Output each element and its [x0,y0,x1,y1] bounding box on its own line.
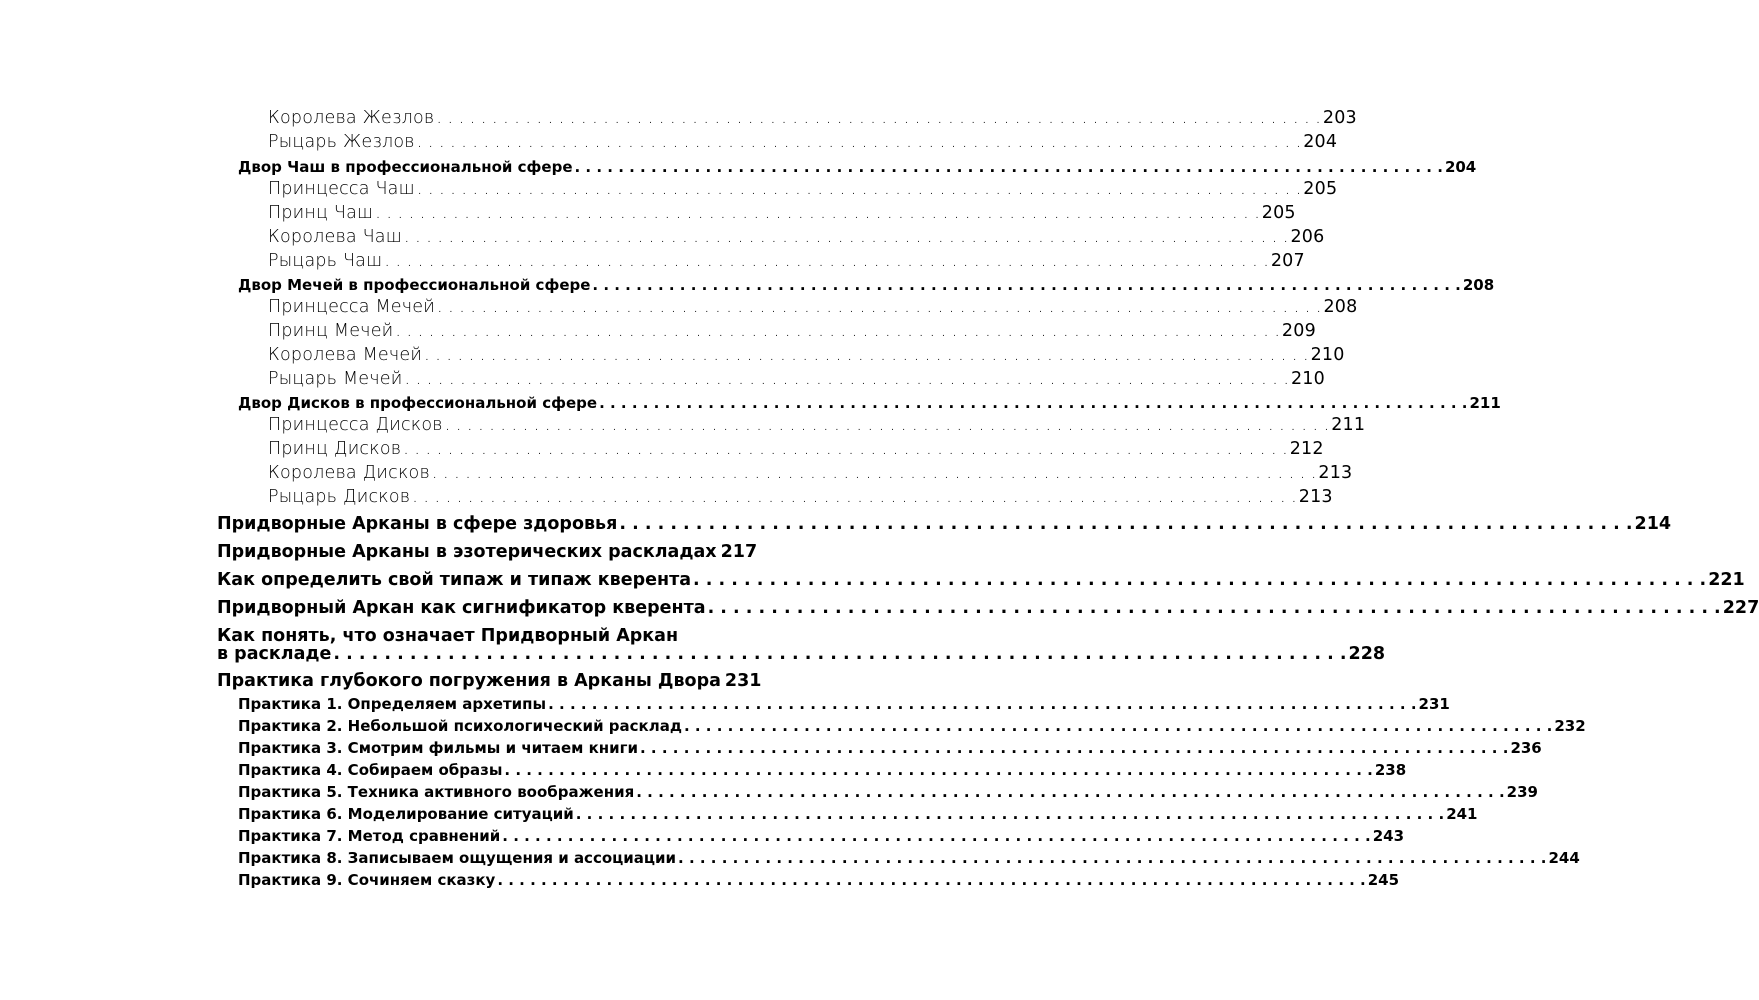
toc-entry-title: Королева Чаш [268,227,402,247]
toc-practice-page: 236 [1510,739,1542,757]
toc-practice [238,695,1450,717]
toc-entry-title: Принц Чаш [268,203,374,223]
toc-section [238,394,1501,416]
toc-practice-page: 232 [1554,717,1586,735]
dot-leader: . . . . . . . . . . . . . . . . . . . . . . . . . . . . . . . . . . . . . . . . . . . . . . . . . . . . . . . . . . . . . . . . . . . . . . . . . . . . . . . . [619,514,1633,534]
toc-entry-page: 203 [1322,108,1357,128]
toc-chapter [217,598,1759,626]
dot-leader: . . . . . . . . . . . . . . . . . . . . . . . . . . . . . . . . . . . . . . . . . . . . . . . . . . . . . . . . . . . . . . . . . . . . . . . . . . . . . . . . [574,158,1443,176]
toc-practice [238,761,1407,783]
dot-leader: . . . . . . . . . . . . . . . . . . . . . . . . . . . . . . . . . . . . . . . . . . . . . . . . . . . . . . . . . . . . . . . . . . . . . . . . . . . . . . . . [403,439,1288,459]
toc-entry-page: 205 [1303,179,1338,199]
toc-entry-page: 212 [1289,439,1324,459]
dot-leader: . . . . . . . . . . . . . . . . . . . . . . . . . . . . . . . . . . . . . . . . . . . . . . . . . . . . . . . . . . . . . . . . . . . . . . . . . . . . . . . . [504,761,1373,779]
toc-entry-page: 204 [1303,132,1338,152]
dot-leader: . . . . . . . . . . . . . . . . . . . . . . . . . . . . . . . . . . . . . . . . . . . . . . . . . . . . . . . . . . . . . . . . . . . . . . . . . . . . . . . . [431,463,1317,483]
toc-practice [238,849,1580,871]
toc-entry-title: Рыцарь Чаш [268,251,383,271]
toc-entry [268,369,1325,393]
toc-entry [268,321,1316,345]
toc-section-title: Двор Мечей в профессиональной сфере [238,276,591,294]
toc-entry-title: Рыцарь Дисков [268,487,411,507]
toc-entry-page: 209 [1281,321,1316,341]
toc-practice [238,805,1478,827]
toc-practice-title: Практика 1. Определяем архетипы [238,695,547,713]
toc-section-page: 204 [1444,158,1477,176]
toc-chapter [217,570,1745,598]
toc-entry-page: 211 [1331,415,1366,435]
toc-entry-title: Королева Дисков [268,463,430,483]
dot-leader: . . . . . . . . . . . . . . . . . . . . . . . . . . . . . . . . . . . . . . . . . . . . . . . . . . . . . . . . . . . . . . . . . . . . . . . . . . . . . . . . [548,695,1417,713]
toc-chapter-title: Практика глубокого погружения в Арканы Двора [217,671,721,691]
toc-entry [268,251,1305,275]
toc-entry-page: 213 [1318,463,1353,483]
toc-practice-page: 231 [1418,695,1450,713]
toc-practice-title: Практика 2. Небольшой психологический расклад [238,717,682,735]
toc-entry-title: Принц Дисков [268,439,402,459]
dot-leader: . . . . . . . . . . . . . . . . . . . . . . . . . . . . . . . . . . . . . . . . . . . . . . . . . . . . . . . . . . . . . . . . . . . . . . . . . . . . . . . . [592,276,1461,294]
toc-entry-page: 210 [1310,345,1345,365]
toc-practice-title: Практика 9. Сочиняем сказку [238,871,496,889]
toc-entry-title: Рыцарь Жезлов [268,132,415,152]
dot-leader: . . . . . . . . . . . . . . . . . . . . . . . . . . . . . . . . . . . . . . . . . . . . . . . . . . . . . . . . . . . . . . . . . . . . . . . . . . . . . . . . [636,783,1505,801]
toc-practice [238,739,1542,761]
toc-practice [238,717,1586,739]
dot-leader: . . . . . . . . . . . . . . . . . . . . . . . . . . . . . . . . . . . . . . . . . . . . . . . . . . . . . . . . . . . . . . . . . . . . . . . . . . . . . . . . [395,321,1280,341]
toc-chapter-title: Придворные Арканы в эзотерических раскладах [217,542,717,562]
toc-entry-title: Принцесса Мечей [268,297,435,317]
dot-leader: . . . . . . . . . . . . . . . . . . . . . . . . . . . . . . . . . . . . . . . . . . . . . . . . . . . . . . . . . . . . . . . . . . . . . . . . . . . . . . . . [424,345,1309,365]
dot-leader: . . . . . . . . . . . . . . . . . . . . . . . . . . . . . . . . . . . . . . . . . . . . . . . . . . . . . . . . . . . . . . . . . . . . . . . . . . . . . . . . [497,871,1366,889]
toc-section-title: Двор Дисков в профессиональной сфере [238,394,598,412]
dot-leader: . . . . . . . . . . . . . . . . . . . . . . . . . . . . . . . . . . . . . . . . . . . . . . . . . . . . . . . . . . . . . . . . . . . . . . . . . . . . . . . . [444,415,1330,435]
toc-entry [268,297,1358,321]
toc-practice-page: 244 [1548,849,1580,867]
toc-entry-page: 208 [1323,297,1358,317]
dot-leader: . . . . . . . . . . . . . . . . . . . . . . . . . . . . . . . . . . . . . . . . . . . . . . . . . . . . . . . . . . . . . . . . . . . . . . . . . . . . . . . . [575,805,1445,823]
toc-entry-title: Королева Мечей [268,345,423,365]
dot-leader: . . . . . . . . . . . . . . . . . . . . . . . . . . . . . . . . . . . . . . . . . . . . . . . . . . . . . . . . . . . . . . . . . . . . . . . . . . . . . . . . [416,132,1302,152]
toc-section-page: 208 [1462,276,1495,294]
toc-entry-title: Королева Жезлов [268,108,435,128]
dot-leader: . . . . . . . . . . . . . . . . . . . . . . . . . . . . . . . . . . . . . . . . . . . . . . . . . . . . . . . . . . . . . . . . . . . . . . . . . . . . . . . . [412,487,1297,507]
dot-leader: . . . . . . . . . . . . . . . . . . . . . . . . . . . . . . . . . . . . . . . . . . . . . . . . . . . . . . . . . . . . . . . . . . . . . . . . . . . . . . . . [416,179,1302,199]
toc-entry-page: 206 [1290,227,1325,247]
toc-practice [238,827,1405,849]
dot-leader: . . . . . . . . . . . . . . . . . . . . . . . . . . . . . . . . . . . . . . . . . . . . . . . . . . . . . . . . . . . . . . . . . . . . . . . . . . . . . . . . [707,598,1721,618]
toc-chapter-title-line2: в раскладе [217,644,332,664]
toc-chapter-page: 228 [1348,644,1386,664]
dot-leader: . . . . . . . . . . . . . . . . . . . . . . . . . . . . . . . . . . . . . . . . . . . . . . . . . . . . . . . . . . . . . . . . . . . . . . . . . . . . . . . . [599,394,1468,412]
toc-practice-title: Практика 4. Собираем образы [238,761,503,779]
toc-chapter-title-line1: Как понять, что означает Придворный Аркан [217,626,679,646]
dot-leader: . . . . . . . . . . . . . . . . . . . . . . . . . . . . . . . . . . . . . . . . . . . . . . . . . . . . . . . . . . . . . . . . . . . . . . . . . . . . . . . . [436,297,1322,317]
toc-section [238,158,1477,180]
toc-chapter [217,644,1386,672]
toc-practice-page: 238 [1374,761,1407,779]
dot-leader: . . . . . . . . . . . . . . . . . . . . . . . . . . . . . . . . . . . . . . . . . . . . . . . . . . . . . . . . . . . . . . . . . . . . . . . . . . . . . . . . [693,570,1707,590]
toc-entry-title: Принцесса Дисков [268,415,443,435]
toc-chapter-title: Как определить свой типаж и типаж кверента [217,570,692,590]
toc-entry [268,108,1357,132]
toc-practice-title: Практика 7. Метод сравнений [238,827,501,845]
toc-chapter-page: 214 [1634,514,1672,534]
dot-leader: . . . . . . . . . . . . . . . . . . . . . . . . . . . . . . . . . . . . . . . . . . . . . . . . . . . . . . . . . . . . . . . . . . . . . . . . . . . . . . . . [640,739,1509,757]
toc-chapter-page: 231 [724,671,762,691]
toc-entry [268,415,1366,439]
toc-chapter-title: Придворные Арканы в сфере здоровья [217,514,618,534]
toc-entry [268,487,1333,511]
toc-entry [268,203,1296,227]
toc-entry-title: Рыцарь Мечей [268,369,403,389]
dot-leader: . . . . . . . . . . . . . . . . . . . . . . . . . . . . . . . . . . . . . . . . . . . . . . . . . . . . . . . . . . . . . . . . . . . . . . . . . . . . . . . . [502,827,1371,845]
toc-section [238,276,1495,298]
toc-practice [238,783,1538,805]
toc-chapter [217,514,1672,542]
toc-practice-page: 245 [1367,871,1400,889]
toc-entry [268,439,1324,463]
toc-practice-title: Практика 5. Техника активного воображения [238,783,635,801]
toc-practice-page: 241 [1446,805,1478,823]
toc-entry-title: Принцесса Чаш [268,179,415,199]
toc-chapter-page: 217 [720,542,758,562]
dot-leader: . . . . . . . . . . . . . . . . . . . . . . . . . . . . . . . . . . . . . . . . . . . . . . . . . . . . . . . . . . . . . . . . . . . . . . . . . . . . . . . . [403,227,1289,247]
toc-practice-page: 243 [1372,827,1405,845]
toc-entry [268,463,1353,487]
toc-practice-title: Практика 3. Смотрим фильмы и читаем книги [238,739,639,757]
toc-practice [238,871,1400,893]
toc-entry-page: 205 [1261,203,1296,223]
dot-leader: . . . . . . . . . . . . . . . . . . . . . . . . . . . . . . . . . . . . . . . . . . . . . . . . . . . . . . . . . . . . . . . . . . . . . . . . . . . . . . . . [404,369,1289,389]
toc-section-title: Двор Чаш в профессиональной сфере [238,158,573,176]
toc-practice-title: Практика 8. Записываем ощущения и ассоциации [238,849,677,867]
toc-chapter-page: 221 [1708,570,1745,590]
toc-practice-title: Практика 6. Моделирование ситуаций [238,805,574,823]
toc-entry-page: 210 [1290,369,1325,389]
toc-section-page: 211 [1469,394,1501,412]
dot-leader: . . . . . . . . . . . . . . . . . . . . . . . . . . . . . . . . . . . . . . . . . . . . . . . . . . . . . . . . . . . . . . . . . . . . . . . . . . . . . . . . [683,717,1553,735]
dot-leader: . . . . . . . . . . . . . . . . . . . . . . . . . . . . . . . . . . . . . . . . . . . . . . . . . . . . . . . . . . . . . . . . . . . . . . . . . . . . . . . . [384,251,1269,271]
toc-practice-page: 239 [1506,783,1538,801]
toc-entry-page: 213 [1298,487,1333,507]
toc-entry [268,132,1338,156]
toc-entry [268,227,1325,251]
toc-entry-page: 207 [1270,251,1305,271]
toc-chapter-title: Придворный Аркан как сигнификатор кверента [217,598,706,618]
toc-entry [268,179,1338,203]
dot-leader: . . . . . . . . . . . . . . . . . . . . . . . . . . . . . . . . . . . . . . . . . . . . . . . . . . . . . . . . . . . . . . . . . . . . . . . . . . . . . . . . [436,108,1321,128]
toc-chapter-page: 227 [1722,598,1759,618]
toc-entry-title: Принц Мечей [268,321,394,341]
toc-chapter [217,542,758,570]
toc-entry [268,345,1345,369]
dot-leader: . . . . . . . . . . . . . . . . . . . . . . . . . . . . . . . . . . . . . . . . . . . . . . . . . . . . . . . . . . . . . . . . . . . . . . . . . . . . . . . . [375,203,1260,223]
dot-leader: . . . . . . . . . . . . . . . . . . . . . . . . . . . . . . . . . . . . . . . . . . . . . . . . . . . . . . . . . . . . . . . . . . . . . . . . . . . . . . . . [678,849,1547,867]
dot-leader: . . . . . . . . . . . . . . . . . . . . . . . . . . . . . . . . . . . . . . . . . . . . . . . . . . . . . . . . . . . . . . . . . . . . . . . . . . . . . . . . [333,644,1347,664]
